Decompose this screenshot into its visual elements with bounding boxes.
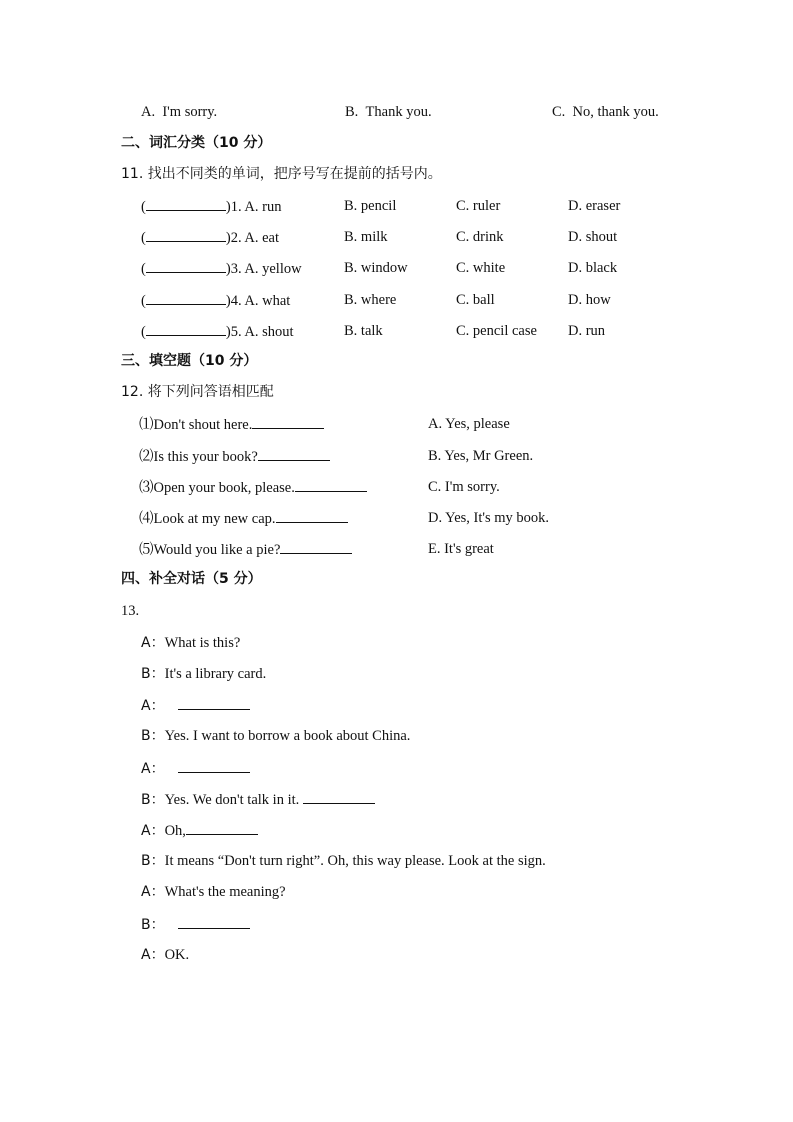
dialogue-line-5 [141,758,250,779]
q11-row-3-b: B. window [344,260,408,276]
question-text: ⑵Is this your book? [139,449,258,465]
q12-left-3 [139,477,367,498]
section3-heading: 三、填空题（10 分） [121,353,258,369]
q11-row-5-d: D. run [568,323,606,339]
speaker: B： [141,853,165,869]
q11-row-1-paren: ( )1. A. run [141,196,281,217]
answer-blank[interactable] [146,196,226,211]
q11-row-2-d: D. shout [568,229,618,245]
q11-row-4-d: D. how [568,292,611,308]
question-text: ⑸Would you like a pie? [139,542,281,558]
q11-row-3-c: C. white [456,260,506,276]
answer-blank[interactable] [178,914,250,929]
q11-row-3-paren: ( )3. A. yellow [141,258,302,279]
q11-row-3-d: D. black [568,260,618,276]
q12-left-2 [139,446,330,467]
speaker: A： [141,635,165,651]
utterance: What's the meaning? [164,884,286,900]
dialogue-line-1 [141,633,240,653]
dialogue-line-6 [141,789,375,810]
q11-row-2-c: C. drink [456,229,504,245]
q12-left-4 [139,508,348,529]
answer-blank[interactable] [252,414,324,429]
dialogue-line-3 [141,695,250,716]
speaker: B： [141,792,165,808]
answer-blank[interactable] [276,508,348,523]
q11-row-1-c: C. ruler [456,198,501,214]
dialogue-line-4 [141,726,410,746]
answer-blank[interactable] [303,789,375,804]
option-a: A. eat [244,230,280,246]
dialogue-line-10 [141,914,250,935]
utterance: It's a library card. [164,666,267,682]
question-text: ⑷Look at my new cap. [139,511,276,527]
q11-row-4-b: B. where [344,292,397,308]
answer-blank[interactable] [280,539,352,554]
utterance: OK. [164,947,190,963]
utterance: Yes. We don't talk in it. [164,792,303,808]
dialogue-line-7 [141,820,258,841]
utterance: Oh, [164,823,186,839]
q11-row-5-c: C. pencil case [456,323,537,339]
speaker: A： [141,884,165,900]
q11-row-2-paren: ( )2. A. eat [141,227,279,248]
answer-blank[interactable] [146,227,226,242]
row-number: 5. [230,324,242,340]
q10-option-b: B. Thank you. [345,104,432,120]
row-number: 1. [230,199,242,215]
answer-blank[interactable] [178,758,250,773]
dialogue-line-11 [141,945,189,965]
speaker: B： [141,666,165,682]
q12-right-e: E. It's great [428,541,494,557]
question-text: ⑴Don't shout here. [139,417,253,433]
answer-blank[interactable] [295,477,367,492]
q11-row-1-d: D. eraser [568,198,621,214]
answer-blank[interactable] [146,290,226,305]
q11-row-5-b: B. talk [344,323,383,339]
q11-row-5-paren: ( )5. A. shout [141,321,294,342]
q12-left-5 [139,539,352,560]
q12-right-d: D. Yes, It's my book. [428,510,550,526]
option-a: A. shout [244,324,294,340]
row-number: 4. [230,293,242,309]
question-text: ⑶Open your book, please. [139,480,295,496]
utterance: Yes. I want to borrow a book about China. [164,728,411,744]
q12-prompt: 12. 将下列问答语相匹配 [121,384,274,400]
dialogue-line-2 [141,664,266,684]
answer-blank[interactable] [178,695,250,710]
option-a: A. what [244,293,291,309]
answer-blank[interactable] [186,820,258,835]
speaker: B： [141,917,165,933]
answer-blank[interactable] [258,446,330,461]
q12-right-c: C. I'm sorry. [428,479,500,495]
section4-heading: 四、补全对话（5 分） [121,571,262,587]
speaker: B： [141,728,165,744]
q12-right-a: A. Yes, please [428,416,510,432]
speaker: A： [141,761,165,777]
q11-prompt: 11. 找出不同类的单词，把序号写在提前的括号内。 [121,166,442,182]
speaker: A： [141,698,165,714]
answer-blank[interactable] [146,258,226,273]
q11-row-4-c: C. ball [456,292,495,308]
q13-label: 13. [121,603,140,619]
utterance: It means “Don't turn right”. Oh, this way please. Look at the sign. [164,853,546,869]
q11-row-4-paren: ( )4. A. what [141,290,290,311]
section2-heading: 二、词汇分类（10 分） [121,135,272,151]
q11-row-1-b: B. pencil [344,198,397,214]
dialogue-line-9 [141,882,286,902]
dialogue-line-8 [141,851,546,871]
utterance: What is this? [164,635,241,651]
speaker: A： [141,823,165,839]
speaker: A： [141,947,165,963]
row-number: 2. [230,230,242,246]
q10-option-c: C. No, thank you. [552,104,659,120]
option-a: A. yellow [244,261,302,277]
row-number: 3. [230,261,242,277]
q12-left-1 [139,414,324,435]
q10-option-a: A. I'm sorry. [141,104,218,120]
option-a: A. run [244,199,282,215]
answer-blank[interactable] [146,321,226,336]
q11-row-2-b: B. milk [344,229,388,245]
q12-right-b: B. Yes, Mr Green. [428,448,534,464]
